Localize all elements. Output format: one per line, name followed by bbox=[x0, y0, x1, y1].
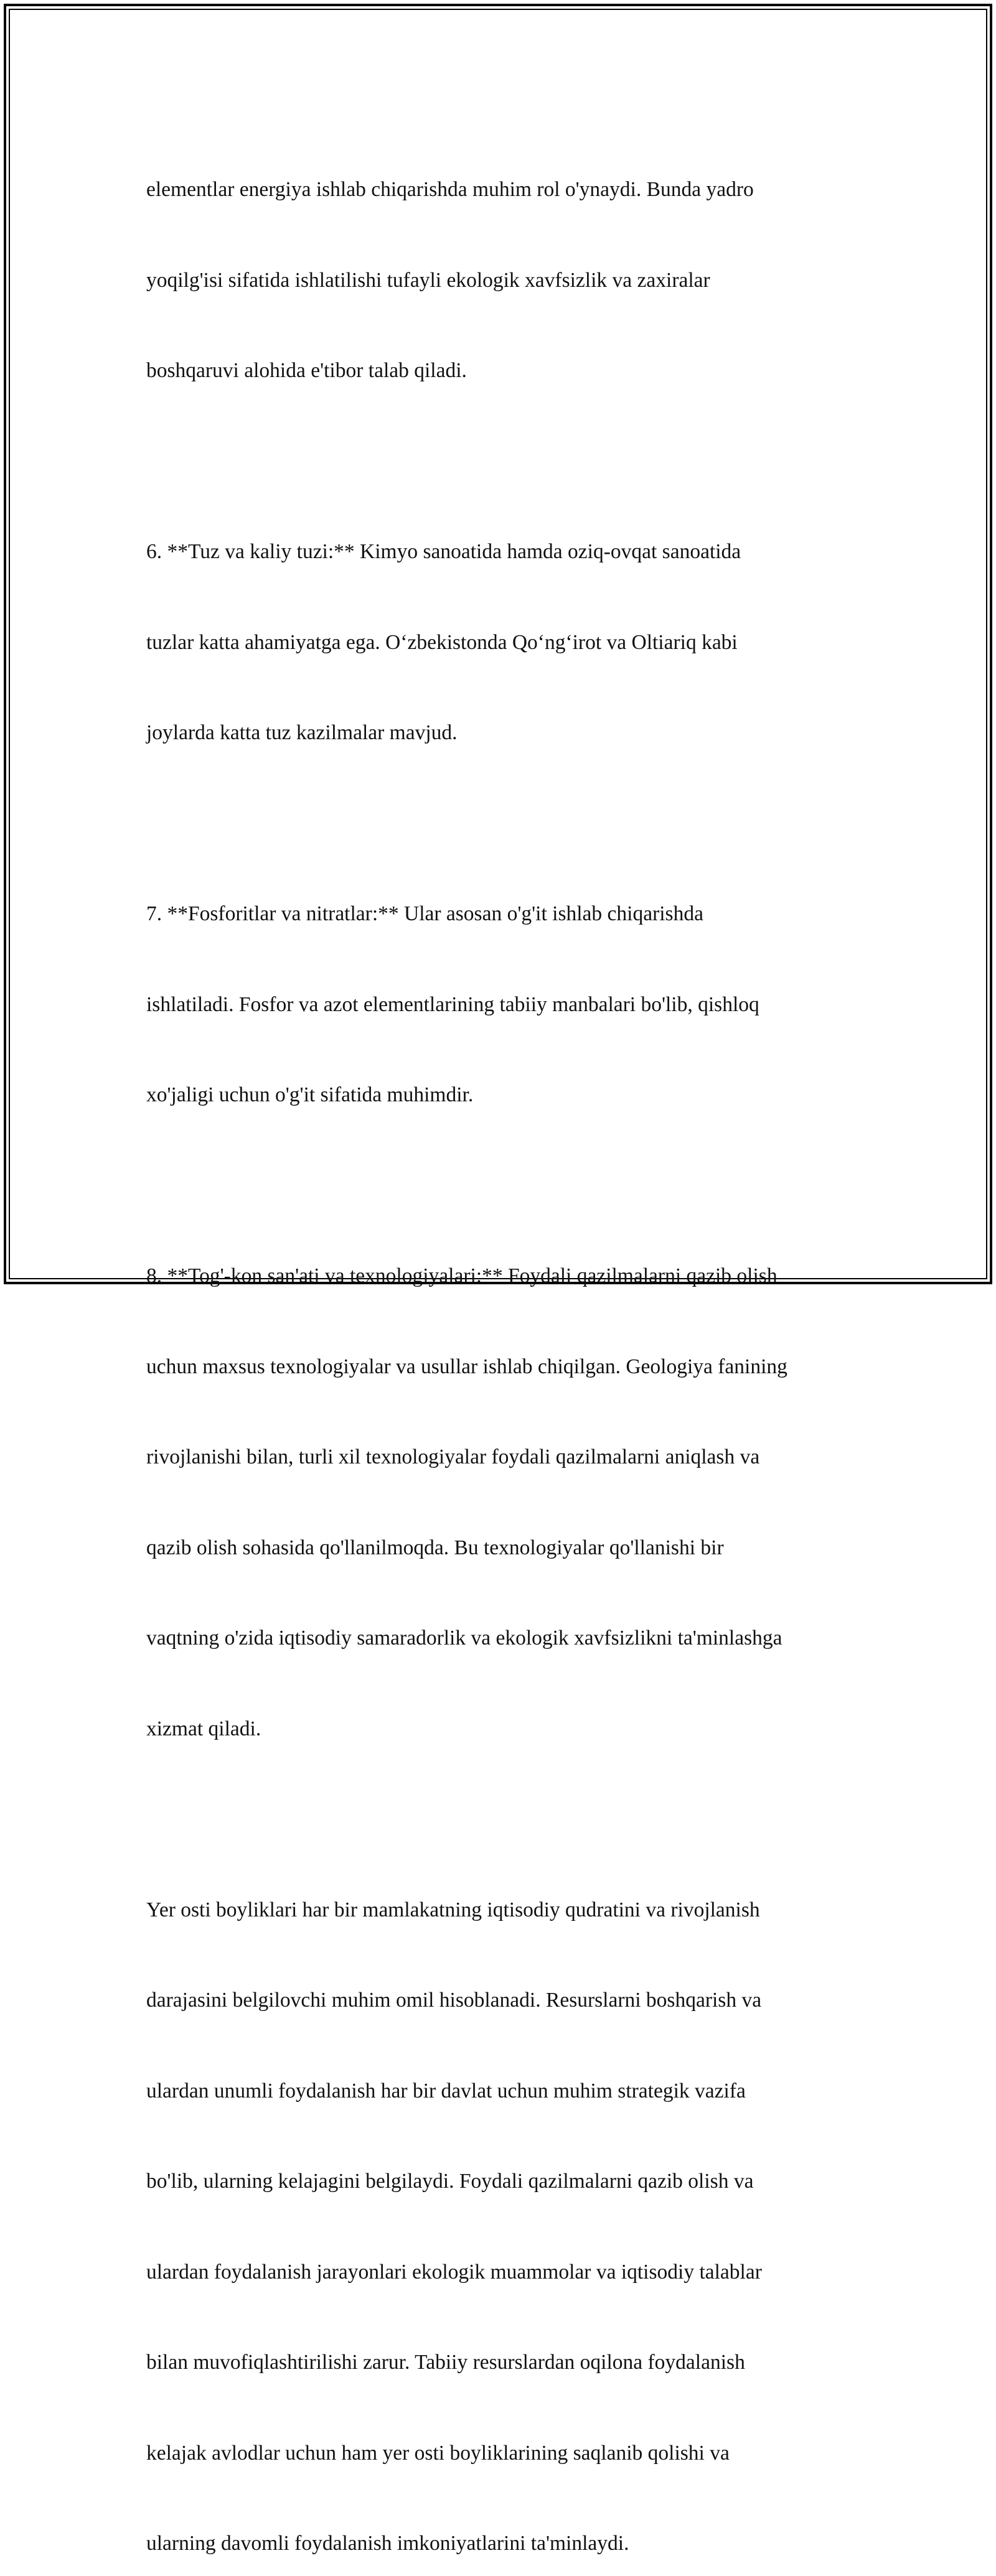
text-line: xizmat qiladi. bbox=[146, 1714, 856, 1745]
text-line: ishlatiladi. Fosfor va azot elementlarining tabiiy manbalari bo'lib, qishloq bbox=[146, 990, 856, 1020]
text-line: 8. **Tog'-kon san'ati va texnologiyalari:** Foydali qazilmalarni qazib olish bbox=[146, 1261, 856, 1292]
text-line: tuzlar katta ahamiyatga ega. O‘zbekistonda Qo‘ng‘irot va Oltiariq kabi bbox=[146, 628, 856, 658]
text-line: rivojlanishi bilan, turli xil texnologiyalar foydali qazilmalarni aniqlash va bbox=[146, 1442, 856, 1473]
document-body bbox=[146, 114, 856, 2576]
paragraph-2 bbox=[146, 477, 856, 809]
text-line: Yer osti boyliklari har bir mamlakatning iqtisodiy qudratini va rivojlanish bbox=[146, 1895, 856, 1926]
text-line: bilan muvofiqlashtirilishi zarur. Tabiiy resurslardan oqilona foydalanish bbox=[146, 2348, 856, 2378]
text-line: darajasini belgilovchi muhim omil hisoblanadi. Resurslarni boshqarish va bbox=[146, 1986, 856, 2016]
text-line: ularning davomli foydalanish imkoniyatlarini ta'minlaydi. bbox=[146, 2529, 856, 2559]
text-line: 7. **Fosforitlar va nitratlar:** Ular asosan o'g'it ishlab chiqarishda bbox=[146, 899, 856, 930]
text-line: xo'jaligi uchun o'g'it sifatida muhimdir. bbox=[146, 1080, 856, 1111]
text-line: 6. **Tuz va kaliy tuzi:** Kimyo sanoatida hamda oziq-ovqat sanoatida bbox=[146, 537, 856, 567]
paragraph-3 bbox=[146, 839, 856, 1171]
paragraph-5 bbox=[146, 1835, 856, 2576]
text-line: kelajak avlodlar uchun ham yer osti boyliklarining saqlanib qolishi va bbox=[146, 2438, 856, 2469]
text-line: elementlar energiya ishlab chiqarishda muhim rol o'ynaydi. Bunda yadro bbox=[146, 175, 856, 205]
text-line: yoqilg'isi sifatida ishlatilishi tufayli ekologik xavfsizlik va zaxiralar bbox=[146, 266, 856, 296]
text-line: vaqtning o'zida iqtisodiy samaradorlik va ekologik xavfsizlikni ta'minlashga bbox=[146, 1623, 856, 1654]
text-line: ulardan unumli foydalanish har bir davlat uchun muhim strategik vazifa bbox=[146, 2076, 856, 2107]
text-line: bo'lib, ularning kelajagini belgilaydi. Foydali qazilmalarni qazib olish va bbox=[146, 2167, 856, 2197]
paragraph-4 bbox=[146, 1201, 856, 1804]
text-line: joylarda katta tuz kazilmalar mavjud. bbox=[146, 718, 856, 749]
text-line: boshqaruvi alohida e'tibor talab qiladi. bbox=[146, 356, 856, 386]
text-line: uchun maxsus texnologiyalar va usullar ishlab chiqilgan. Geologiya fanining bbox=[146, 1352, 856, 1383]
text-line: ulardan foydalanish jarayonlari ekologik muammolar va iqtisodiy talablar bbox=[146, 2257, 856, 2288]
text-line: qazib olish sohasida qo'llanilmoqda. Bu texnologiyalar qo'llanishi bir bbox=[146, 1533, 856, 1564]
paragraph-1 bbox=[146, 114, 856, 447]
